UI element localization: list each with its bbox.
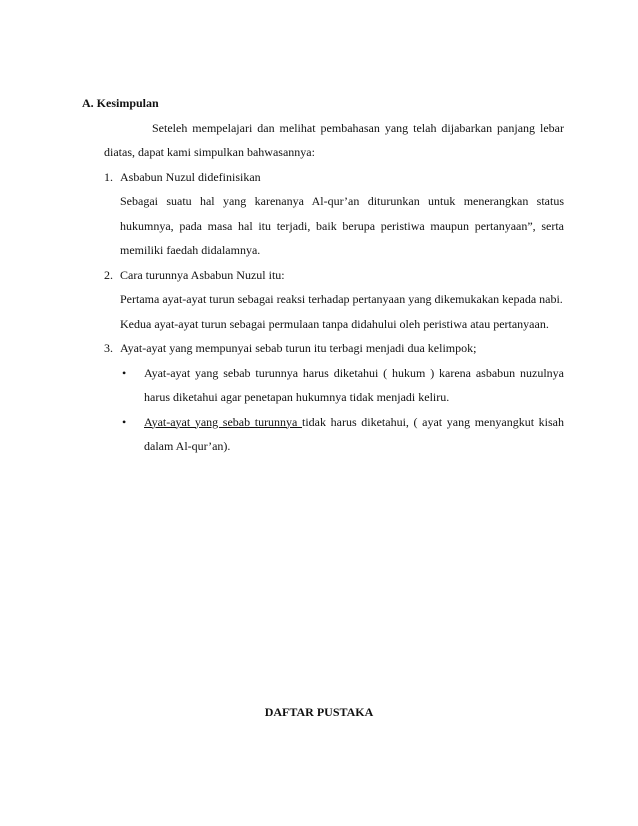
item-number: 1.	[104, 169, 113, 184]
item-body-first: Pertama ayat-ayat turun sebagai reaksi terhadap pertanyaan yang dikemukakan kepada nabi.	[120, 292, 563, 306]
conclusion-section	[82, 91, 564, 459]
bullet-icon: •	[122, 365, 127, 380]
item-number: 3.	[104, 341, 113, 355]
list-item-1	[82, 165, 564, 190]
section-heading: A. Kesimpulan	[82, 96, 159, 110]
bullet-icon: •	[122, 414, 127, 429]
item-body-second: Kedua ayat-ayat turun sebagai permulaan tanpa didahului oleh peristiwa atau pertanyaan.	[120, 316, 549, 331]
item-title: Ayat-ayat yang mempunyai sebab turun itu terbagi menjadi dua kelimpok;	[120, 341, 477, 355]
intro-line-2: diatas, dapat kami simpulkan bahwasannya:	[104, 145, 315, 159]
intro-line-1: Seteleh mempelajari dan melihat pembahasan yang telah dijabarkan panjang lebar	[152, 120, 564, 135]
bullet-item-1	[82, 361, 564, 410]
bullet-item-2	[82, 410, 564, 459]
item-body: Sebagai suatu hal yang karenanya Al-qur’an diturunkan untuk menerangkan status hukumnya, pada masa hal itu terjadi, baik berupa peristiwa maupun pertanyaan”, serta memiliki faedah didalamnya.	[120, 194, 564, 257]
bullet-text: tidak harus diketahui, ( ayat yang menyangkut kisah dalam Al-qur’an).	[144, 414, 564, 453]
intro-paragraph	[82, 116, 564, 165]
list-item-2	[82, 263, 564, 288]
list-item-3	[82, 336, 564, 361]
bullet-text: Ayat-ayat yang sebab turunnya harus diketahui ( hukum ) karena asbabun nuzulnya harus diketahui agar penetapan hukumnya tidak menjadi keliru.	[144, 365, 564, 404]
bullet-underlined-text: Ayat-ayat yang sebab turunnya	[144, 414, 303, 429]
item-title: Asbabun Nuzul didefinisikan	[120, 169, 261, 184]
item-number: 2.	[104, 267, 113, 282]
item-title: Cara turunnya Asbabun Nuzul itu:	[120, 267, 285, 282]
bibliography-heading: DAFTAR PUSTAKA	[264, 705, 374, 719]
